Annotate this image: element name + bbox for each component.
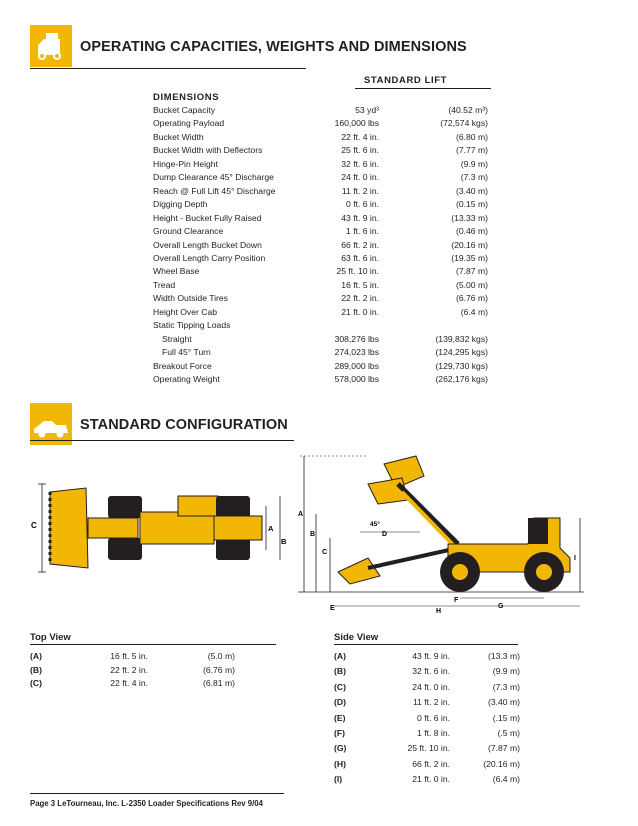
dimension-metric: (9.9 m) (460, 158, 488, 169)
dimension-row (153, 171, 493, 184)
dimension-imperial: 11 ft. 2 in. (341, 185, 379, 196)
dimension-metric: (5.00 m) (456, 279, 488, 290)
dimension-label: Bucket Width with Deflectors (153, 145, 263, 156)
dimension-label: Ground Clearance (153, 226, 224, 237)
dimension-imperial: 32 ft. 6 in. (412, 666, 450, 677)
dimension-imperial: 63 ft. 6 in. (341, 252, 379, 263)
side-label-angle: 45° (370, 521, 380, 528)
dimension-row (153, 104, 493, 117)
dimension-label: Wheel Base (153, 266, 200, 277)
dimension-imperial: 1 ft. 6 in. (346, 226, 379, 237)
dimension-row (153, 225, 493, 238)
side-view-row (334, 712, 530, 725)
dimension-metric: (20.16 m) (483, 758, 520, 769)
dimension-metric: (124,295 kgs) (435, 347, 488, 358)
top-label-a: A (268, 524, 274, 533)
dimension-letter: (F) (334, 728, 345, 738)
top-view-diagram (28, 478, 290, 578)
dimension-letter: (D) (334, 697, 346, 708)
dimension-label: Width Outside Tires (153, 293, 228, 304)
dimension-metric: (3.40 m) (488, 697, 520, 708)
dimension-metric: (139,832 kgs) (435, 333, 488, 344)
dimension-imperial: 22 ft. 4 in. (341, 131, 379, 142)
side-view-diagram (298, 448, 588, 614)
dimension-metric: (3.40 m) (456, 185, 488, 196)
dimension-metric: (9.9 m) (492, 666, 520, 677)
dimension-imperial: 22 ft. 2 in. (341, 293, 379, 304)
side-view-row (334, 758, 530, 771)
dimension-imperial: 274,023 lbs (334, 347, 379, 358)
section-rule (30, 440, 294, 441)
dimension-label: Static Tipping Loads (153, 320, 231, 331)
dimension-label: Overall Length Bucket Down (153, 239, 262, 250)
dimension-imperial: 53 yd³ (355, 105, 379, 115)
side-label-i: I (574, 555, 576, 562)
dimension-letter: (B) (334, 666, 346, 677)
top-label-b: B (281, 537, 287, 546)
footer-rule (30, 793, 284, 794)
dimension-metric: (0.15 m) (456, 199, 488, 210)
dimension-metric: (13.33 m) (451, 212, 488, 223)
dimension-imperial: 43 ft. 9 in. (412, 651, 450, 661)
dimension-metric: (7.3 m) (492, 681, 520, 692)
dimension-row (153, 360, 493, 373)
top-label-c: C (31, 521, 37, 530)
dimension-metric: (20.16 m) (451, 239, 488, 250)
dimension-metric: (.5 m) (497, 728, 520, 738)
side-label-f: F (454, 597, 459, 604)
dimension-imperial: 24 ft. 0 in. (412, 681, 450, 692)
side-view-row (334, 696, 530, 709)
dimension-row (153, 144, 493, 157)
dimension-imperial: 66 ft. 2 in. (412, 758, 450, 769)
dimension-imperial: 66 ft. 2 in. (341, 239, 379, 250)
dimension-imperial: 25 ft. 10 in. (407, 743, 450, 754)
dimension-imperial: 32 ft. 6 in. (341, 158, 379, 169)
dimension-label: Bucket Width (153, 131, 204, 142)
top-view-row (30, 677, 245, 690)
dimension-letter: (G) (334, 743, 347, 754)
dimension-row (153, 198, 493, 211)
side-label-c: C (322, 549, 328, 556)
dimension-row (153, 117, 493, 130)
dimension-letter: (B) (30, 664, 42, 675)
side-label-g: G (498, 603, 504, 610)
dimension-metric: (7.77 m) (456, 145, 488, 156)
side-view-rule (334, 644, 518, 645)
dimension-imperial: 160,000 lbs (334, 118, 379, 129)
dimension-metric: (13.3 m) (488, 651, 520, 661)
dimension-label: Bucket Capacity (153, 105, 216, 115)
dimension-label: Dump Clearance 45° Discharge (153, 172, 274, 183)
dimension-metric: (129,730 kgs) (435, 360, 488, 371)
dimension-metric: (6.76 m) (456, 293, 488, 304)
side-label-h: H (436, 608, 442, 614)
top-view-title: Top View (30, 632, 71, 643)
dimension-label: Straight (162, 333, 192, 344)
dimension-imperial: 21 ft. 0 in. (412, 774, 450, 785)
page-footer: Page 3 LeTourneau, Inc. L-2350 Loader Specifications Rev 9/04 (30, 799, 263, 808)
dimension-metric: (7.87 m) (456, 266, 488, 277)
loader-bucket-icon (30, 25, 72, 67)
dimension-letter: (H) (334, 758, 346, 769)
dimension-label: Digging Depth (153, 199, 208, 210)
dimension-letter: (E) (334, 712, 346, 723)
dimension-metric: (19.35 m) (451, 252, 488, 263)
dimension-metric: (6.76 m) (203, 664, 235, 675)
dimension-imperial: 25 ft. 6 in. (341, 145, 379, 156)
dimension-metric: (7.87 m) (488, 743, 520, 754)
side-view-row (334, 742, 530, 755)
dimension-metric: (6.4 m) (492, 774, 520, 785)
dimension-row (153, 131, 493, 144)
dimension-imperial: 16 ft. 5 in. (341, 279, 379, 290)
dimension-row (153, 252, 493, 265)
dimension-letter: (C) (30, 678, 42, 688)
dimension-label: Hinge-Pin Height (153, 158, 218, 169)
side-label-a: A (298, 511, 304, 518)
side-label-d: D (382, 531, 388, 538)
side-view-row (334, 681, 530, 694)
dimension-imperial: 308,276 lbs (334, 333, 379, 344)
dimension-imperial: 22 ft. 2 in. (110, 664, 148, 675)
dimension-metric: (.15 m) (492, 712, 520, 723)
standard-lift-rule (355, 88, 491, 89)
dimension-row (153, 265, 493, 278)
dimension-imperial: 11 ft. 2 in. (412, 697, 450, 708)
dimension-imperial: 289,000 lbs (334, 360, 379, 371)
dimension-label: Height - Bucket Fully Raised (153, 212, 262, 223)
dimension-metric: (7.3 m) (460, 172, 488, 183)
dimension-imperial: 0 ft. 6 in. (346, 199, 379, 210)
dimension-row (153, 306, 493, 319)
dimension-row (153, 212, 493, 225)
dimension-metric: (6.81 m) (203, 678, 235, 688)
dimension-imperial: 578,000 lbs (334, 374, 379, 384)
dimension-imperial: 24 ft. 0 in. (341, 172, 379, 183)
dimension-label: Operating Weight (153, 374, 220, 384)
dimension-label: Operating Payload (153, 118, 225, 129)
section-title-configuration: STANDARD CONFIGURATION (80, 417, 288, 433)
dimension-metric: (262,176 kgs) (435, 374, 488, 384)
dimension-row (153, 319, 493, 332)
dimensions-heading: DIMENSIONS (153, 92, 220, 103)
top-view-row (30, 664, 245, 677)
dimension-row (153, 346, 493, 359)
dimension-row (153, 373, 493, 386)
dimension-letter: (A) (30, 651, 42, 661)
top-view-rule (30, 644, 276, 645)
dimension-label: Overall Length Carry Position (153, 252, 266, 263)
dimension-label: Breakout Force (153, 360, 212, 371)
dimension-imperial: 1 ft. 8 in. (417, 728, 450, 738)
dimension-letter: (C) (334, 681, 346, 692)
dimension-imperial: 43 ft. 9 in. (341, 212, 379, 223)
dimension-metric: (72,574 kgs) (440, 118, 488, 129)
dimension-row (153, 239, 493, 252)
dimension-row (153, 333, 493, 346)
dimension-imperial: 25 ft. 10 in. (336, 266, 379, 277)
dimension-letter: (A) (334, 651, 346, 661)
dimension-imperial: 0 ft. 6 in. (417, 712, 450, 723)
side-view-title: Side View (334, 632, 379, 643)
dimension-metric: (40.52 m³) (448, 105, 488, 115)
section-title-capacities: OPERATING CAPACITIES, WEIGHTS AND DIMENSIONS (80, 39, 467, 55)
dimension-metric: (0.46 m) (456, 226, 488, 237)
dimension-row (153, 158, 493, 171)
side-label-e: E (330, 605, 335, 612)
dimension-label: Reach @ Full Lift 45° Discharge (153, 185, 276, 196)
dimension-label: Tread (153, 279, 176, 290)
dimension-row (153, 292, 493, 305)
standard-lift-heading: STANDARD LIFT (364, 75, 448, 86)
dimension-metric: (5.0 m) (207, 651, 235, 661)
section-rule (30, 68, 306, 69)
dimension-label: Full 45° Turn (162, 347, 211, 358)
dimension-metric: (6.80 m) (456, 131, 488, 142)
side-view-row (334, 773, 530, 786)
side-view-row (334, 650, 530, 663)
dimension-metric: (6.4 m) (460, 306, 488, 317)
loader-side-icon (30, 403, 72, 445)
side-label-b: B (310, 531, 316, 538)
top-view-row (30, 650, 245, 663)
dimension-row (153, 185, 493, 198)
dimension-letter: (I) (334, 774, 343, 785)
dimension-imperial: 21 ft. 0 in. (341, 306, 379, 317)
dimension-row (153, 279, 493, 292)
side-view-row (334, 727, 530, 740)
dimension-imperial: 16 ft. 5 in. (110, 651, 148, 661)
dimension-imperial: 22 ft. 4 in. (110, 678, 148, 688)
dimension-label: Height Over Cab (153, 306, 218, 317)
side-view-row (334, 665, 530, 678)
